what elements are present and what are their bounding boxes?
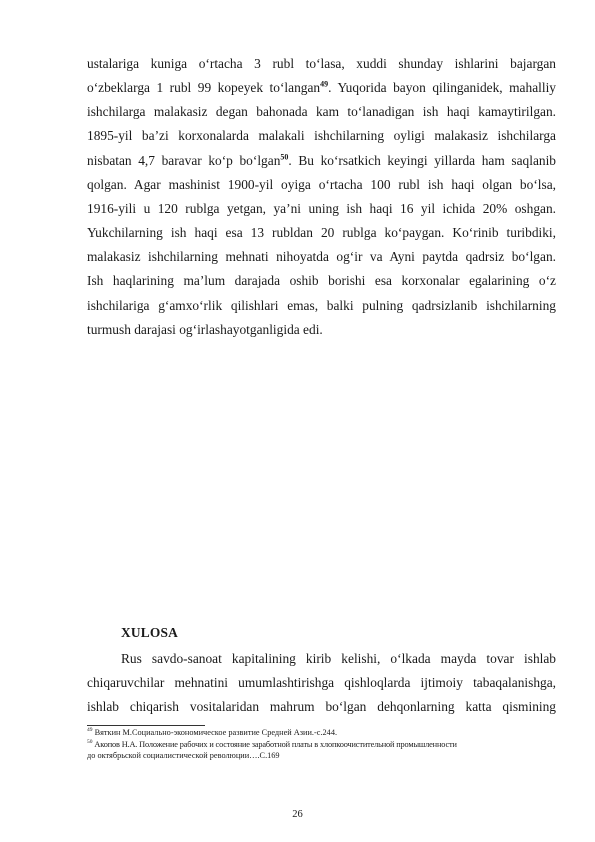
text-line: chiqaruvchilar mehnatini umumlashtirishga qishloqlarda ijtimoiy tabaqalanishga, [87,675,556,691]
text-line: Ish haqlarining ma’lum darajada oshib borishi esa korxonalar egalarining o‘z [87,273,556,289]
text-line: turmush darajasi og‘irlashayotganligida edi. [87,321,323,337]
text-line: ishlab chiqarish vositalaridan mahrum bo‘lgan dehqonlarning katta qismining [87,699,556,715]
text-line [87,149,556,173]
text-line: Rus savdo-sanoat kapitalining kirib kelishi, o‘lkada mayda tovar ishlab [121,651,556,666]
text-line: 1895-yil ba’zi korxonalarda malakali ishchilarning oyligi malakasiz ishchilarga [87,128,556,144]
text-segment: . Bu ko‘rsatkich keyingi yillarda ham saqlanib [288,152,556,168]
footnote-separator [87,725,205,726]
text-line: malakasiz ishchilarning mehnati nihoyatda og‘ir va Ayni paytda qadrsiz bo‘lgan. [87,249,556,265]
footnote-50 [87,739,557,751]
footnote-text: Акопов Н.А. Положение рабочих и состояние заработной платы в хлопкоочистительной промышленности [92,739,457,749]
section-heading: XULOSA [121,625,179,640]
text-segment: o‘zbeklarga 1 rubl 99 kopeyek to‘langan [87,80,321,96]
text-line: ustalariga kuniga o‘rtacha 3 rubl to‘lasa, xuddi shunday ishlarini bajargan [87,56,556,71]
text-line: ishchilariga g‘amxo‘rlik qilishlari emas, balki pulning qadrsizlanib ishchilarning [87,297,556,313]
footnote-49 [87,727,557,739]
footnote-number: 49 [87,727,93,734]
text-segment: . Yuqorida bayon qilinganidek, mahalliy [328,80,556,96]
text-line: 1916-yili u 120 rublga yetgan, ya’ni uning ish haqi 16 yil ichida 20% oshgan. [87,200,556,216]
footnotes [87,727,557,762]
text-line: ishchilarga malakasiz degan bahonada kam to‘lanadigan ish haqi kamaytirilgan. [87,104,556,120]
body-paragraph-2 [87,647,556,719]
text-line: qolgan. Agar mashinist 1900-yil oyiga o‘rtacha 100 rubl ish haqi olgan bo‘lsa, [87,176,556,192]
text-line [87,76,556,100]
footnote-50-continued: до октябрьской социалистической революции….С.169 [87,751,280,760]
footnote-ref-50[interactable]: 50 [280,152,289,162]
footnote-number: 50 [87,738,93,745]
footnote-ref-49[interactable]: 49 [320,79,329,89]
text-line: Yukchilarning ish haqi esa 13 rubldan 20 rublga ko‘paygan. Ko‘rinib turibdiki, [87,225,556,241]
footnote-text: Вяткин М.Социально-экономическое развитие Средней Азии.-с.244. [92,728,338,737]
page-number: 26 [292,809,303,820]
text-segment: nisbatan 4,7 baravar ko‘p bo‘lgan [87,152,281,168]
body-paragraph-1 [87,52,556,342]
